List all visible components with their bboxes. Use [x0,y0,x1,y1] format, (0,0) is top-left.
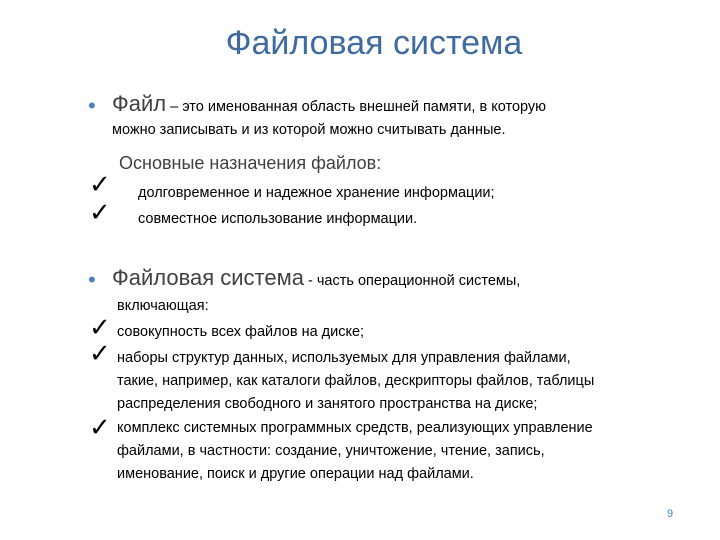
filesystem-definition-line2: включающая: [117,298,209,314]
filesystem-component-item-cont: именование, поиск и другие операции над файлами. [117,466,474,482]
checkmark-icon: ✓ [89,169,111,199]
page-number: 9 [667,508,674,520]
filesystem-definition-text: - часть операционной системы, [303,273,521,289]
filesystem-component-item: совокупность всех файлов на диске; [117,324,365,340]
slide-title: Файловая система [225,24,523,62]
checkmark-icon: ✓ [89,312,111,342]
checkmark-icon: ✓ [89,197,111,227]
filesystem-component-item: наборы структур данных, используемых для управления файлами, [117,350,571,366]
filesystem-component-item-cont: файлами, в частности: создание, уничтожение, чтение, запись, [117,443,545,459]
filesystem-component-item-cont: распределения свободного и занятого пространства на диске; [117,396,538,412]
checkmark-icon: ✓ [89,338,111,368]
file-definition-text: – это именованная область внешней памяти, в которую [166,99,547,115]
filesystem-component-item-cont: такие, например, как каталоги файлов, дескрипторы файлов, таблицы [117,373,595,389]
file-definition-line [112,91,546,117]
filesystem-definition-line [112,265,520,291]
file-purpose-item: долговременное и надежное хранение информации; [138,185,495,201]
bullet-dot-filesystem: • [88,267,96,292]
filesystem-component-item: комплекс системных программных средств, реализующих управление [117,420,593,436]
file-purpose-item: совместное использование информации. [138,211,418,227]
checkmark-icon: ✓ [89,412,111,442]
file-definition-line2: можно записывать и из которой можно считывать данные. [112,122,506,138]
file-purposes-heading: Основные назначения файлов: [119,153,382,173]
term-filesystem: Файловая система [112,265,304,290]
bullet-dot-file: • [88,93,96,118]
term-file: Файл [112,91,167,116]
